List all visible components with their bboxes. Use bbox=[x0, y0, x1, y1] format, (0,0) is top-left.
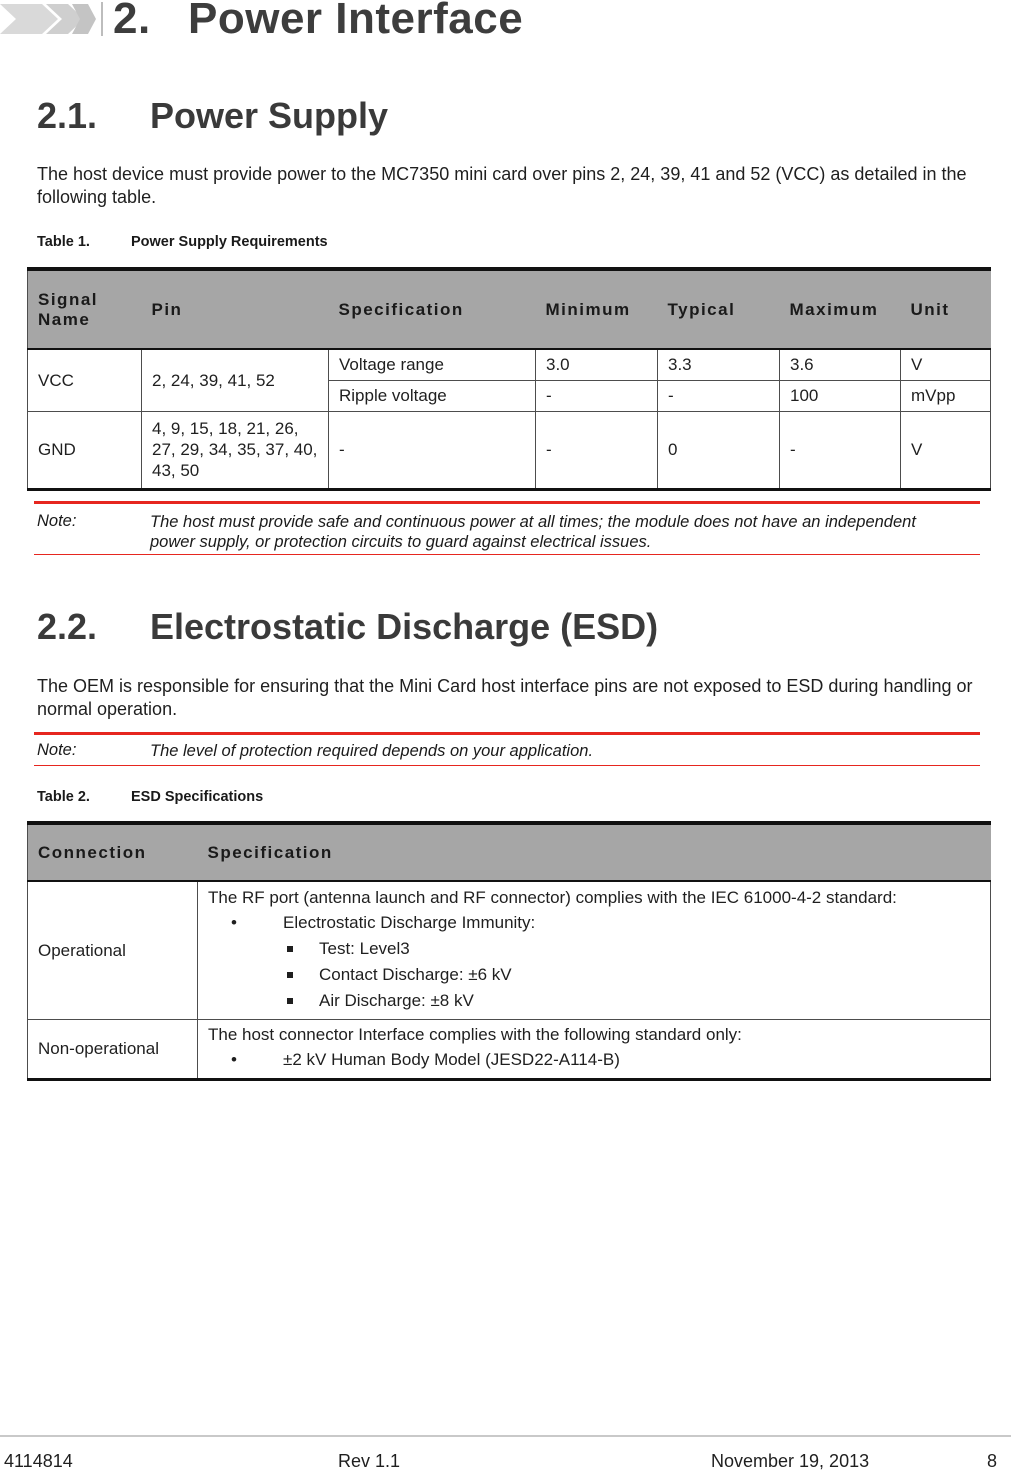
footer-revision: Rev 1.1 bbox=[338, 1451, 401, 1471]
header-signal-name: Signal Name bbox=[28, 269, 142, 349]
cell-pin: 4, 9, 15, 18, 21, 26, 27, 29, 34, 35, 37, 40, 43, 50 bbox=[142, 411, 329, 489]
section-title-power-supply bbox=[37, 95, 388, 137]
cell-unit: mVpp bbox=[901, 380, 991, 411]
header-maximum: Maximum bbox=[780, 269, 901, 349]
esd-paragraph: The OEM is responsible for ensuring that the Mini Card host interface pins are not exposed to ESD during handling or normal operation. bbox=[37, 676, 973, 719]
cell-signal: VCC bbox=[28, 349, 142, 411]
note-label: Note: bbox=[37, 512, 77, 530]
list-item: Test: Level3 bbox=[319, 936, 980, 962]
power-supply-paragraph: The host device must provide power to the MC7350 mini card over pins 2, 24, 39, 41 and 52 (VCC) as detailed in the following table. bbox=[37, 164, 967, 207]
header-pin: Pin bbox=[142, 269, 329, 349]
cell-unit: V bbox=[901, 411, 991, 489]
cell-min: - bbox=[536, 411, 658, 489]
section-number: 2.1. bbox=[37, 95, 98, 136]
table2-caption-number: Table 2. bbox=[37, 789, 90, 805]
footer-date: November 19, 2013 bbox=[711, 1451, 870, 1471]
header-unit: Unit bbox=[901, 269, 991, 349]
table-row bbox=[28, 349, 991, 380]
header-typical: Typical bbox=[658, 269, 780, 349]
cell-specification bbox=[198, 1019, 991, 1079]
spec-intro: The RF port (antenna launch and RF connector) complies with the IEC 61000-4-2 standard: bbox=[208, 888, 897, 907]
note-box-esd bbox=[34, 732, 980, 766]
cell-spec: Ripple voltage bbox=[329, 380, 536, 411]
cell-min: - bbox=[536, 380, 658, 411]
footer-doc-number: 4114814 bbox=[4, 1451, 73, 1471]
list-item: • ±2 kV Human Body Model (JESD22-A114-B) bbox=[283, 1047, 980, 1073]
cell-connection: Operational bbox=[28, 881, 198, 1019]
header-specification: Specification bbox=[198, 823, 991, 881]
section-title-text: Electrostatic Discharge (ESD) bbox=[150, 606, 659, 647]
header-specification: Specification bbox=[329, 269, 536, 349]
table2-caption-title: ESD Specifications bbox=[131, 789, 264, 805]
cell-spec: - bbox=[329, 411, 536, 489]
section-title-text: Power Supply bbox=[150, 95, 389, 136]
bullet-list bbox=[208, 910, 980, 1014]
esd-table bbox=[27, 821, 991, 1081]
note-box-power bbox=[34, 501, 980, 555]
cell-typ: - bbox=[658, 380, 780, 411]
list-item: Contact Discharge: ±6 kV bbox=[319, 962, 980, 988]
note-text: The level of protection required depends on your application. bbox=[150, 742, 594, 760]
cell-connection: Non-operational bbox=[28, 1019, 198, 1079]
section-title-esd bbox=[37, 606, 658, 648]
cell-typ: 3.3 bbox=[658, 349, 780, 380]
table1-caption-number: Table 1. bbox=[37, 234, 90, 250]
cell-spec: Voltage range bbox=[329, 349, 536, 380]
table-row bbox=[28, 1019, 991, 1079]
cell-specification bbox=[198, 881, 991, 1019]
power-supply-table bbox=[27, 267, 991, 491]
note-text: The host must provide safe and continuous power at all times; the module does not have an independent power supply, or protection circuits to guard against electrical issues. bbox=[150, 513, 916, 551]
cell-max: 100 bbox=[780, 380, 901, 411]
cell-signal: GND bbox=[28, 411, 142, 489]
cell-min: 3.0 bbox=[536, 349, 658, 380]
list-item-text: Electrostatic Discharge Immunity: bbox=[283, 913, 536, 932]
header-minimum: Minimum bbox=[536, 269, 658, 349]
chapter-title bbox=[113, 0, 523, 44]
cell-max: - bbox=[780, 411, 901, 489]
table-header-row bbox=[28, 823, 991, 881]
footer-divider bbox=[0, 1435, 1011, 1437]
cell-max: 3.6 bbox=[780, 349, 901, 380]
spec-intro: The host connector Interface complies with the following standard only: bbox=[208, 1024, 742, 1044]
footer-page-number: 8 bbox=[987, 1451, 998, 1471]
cell-unit: V bbox=[901, 349, 991, 380]
chapter-number: 2. bbox=[113, 0, 151, 43]
table1-caption bbox=[37, 234, 328, 250]
sub-list bbox=[283, 936, 980, 1014]
list-item bbox=[283, 910, 980, 1014]
table-header-row bbox=[28, 269, 991, 349]
bullet-list bbox=[208, 1047, 980, 1073]
table-row bbox=[28, 411, 991, 489]
chapter-title-text: Power Interface bbox=[188, 0, 524, 43]
section-number: 2.2. bbox=[37, 606, 98, 647]
chapter-chevron-icon bbox=[0, 0, 112, 40]
cell-typ: 0 bbox=[658, 411, 780, 489]
table2-caption bbox=[37, 789, 263, 805]
header-connection: Connection bbox=[28, 823, 198, 881]
cell-pin: 2, 24, 39, 41, 52 bbox=[142, 349, 329, 411]
note-label: Note: bbox=[37, 741, 77, 759]
list-item: Air Discharge: ±8 kV bbox=[319, 988, 980, 1014]
table-row bbox=[28, 881, 991, 1019]
table1-caption-title: Power Supply Requirements bbox=[131, 234, 328, 250]
